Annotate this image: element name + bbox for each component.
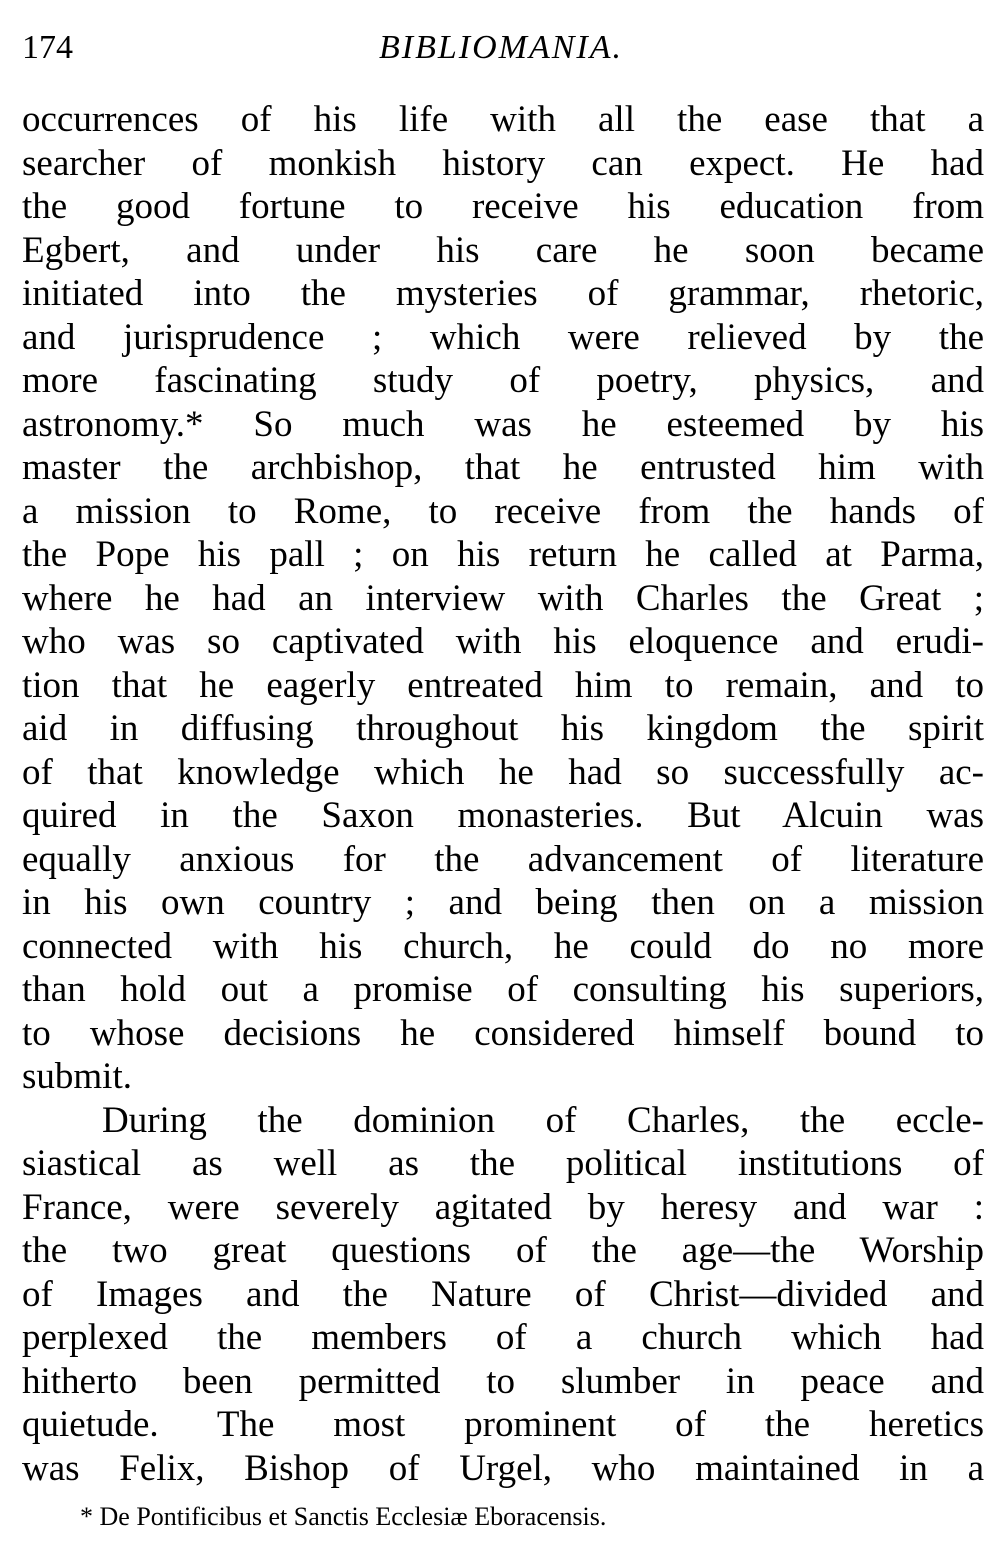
text-line: to whose decisions he considered himself bound to [22, 1012, 984, 1054]
text-line: hitherto been permitted to slumber in peace and [22, 1360, 984, 1402]
text-line: of that knowledge which he had so successfully ac- [22, 751, 984, 793]
text-line: Egbert, and under his care he soon became [22, 229, 984, 271]
text-line: tion that he eagerly entreated him to remain, and to [22, 664, 984, 706]
text-line: of Images and the Nature of Christ—divided and [22, 1273, 984, 1315]
text-line: more fascinating study of poetry, physics, and [22, 360, 984, 401]
text-line: During the dominion of Charles, the eccle- [102, 1099, 984, 1141]
text-line: and jurisprudence ; which were relieved by the [22, 316, 984, 358]
text-line: where he had an interview with Charles the Great ; [22, 577, 984, 619]
text-line: master the archbishop, that he entrusted him with [22, 447, 984, 488]
text-line: aid in diffusing throughout his kingdom the spirit [22, 708, 984, 749]
text-line: France, were severely agitated by heresy and war : [22, 1186, 984, 1228]
text-line: occurrences of his life with all the ease that a [22, 99, 984, 140]
text-line: searcher of monkish history can expect. He had [22, 142, 984, 184]
body-text [22, 98, 984, 1490]
text-line: quietude. The most prominent of the heretics [22, 1404, 984, 1445]
text-line: the two great questions of the age—the Worship [22, 1230, 984, 1271]
text-line: a mission to Rome, to receive from the hands of [22, 490, 984, 532]
text-line: submit. [22, 1056, 132, 1097]
footnote: * De Pontificibus et Sanctis Ecclesiæ Eboracensis. [80, 1502, 607, 1531]
text-line: connected with his church, he could do no more [22, 925, 984, 967]
text-line: siastical as well as the political institutions of [22, 1143, 984, 1184]
text-line: who was so captivated with his eloquence and erudi- [22, 621, 984, 662]
running-head: BIBLIOMANIA. [378, 29, 623, 66]
text-line: was Felix, Bishop of Urgel, who maintained in a [22, 1447, 984, 1489]
text-line: in his own country ; and being then on a mission [22, 882, 984, 923]
page-header [22, 28, 980, 72]
text-line: astronomy.* So much was he esteemed by his [22, 403, 984, 445]
text-line: equally anxious for the advancement of literature [22, 838, 984, 880]
text-line: quired in the Saxon monasteries. But Alcuin was [22, 795, 984, 836]
paragraph-1 [22, 98, 984, 1099]
paragraph-2 [22, 1099, 984, 1491]
text-line: perplexed the members of a church which had [22, 1317, 984, 1358]
text-line: the good fortune to receive his education from [22, 186, 984, 227]
text-line: than hold out a promise of consulting his superiors, [22, 969, 984, 1010]
text-line: the Pope his pall ; on his return he called at Parma, [22, 534, 984, 575]
text-line: initiated into the mysteries of grammar, rhetoric, [22, 273, 984, 314]
page-number: 174 [22, 29, 73, 66]
